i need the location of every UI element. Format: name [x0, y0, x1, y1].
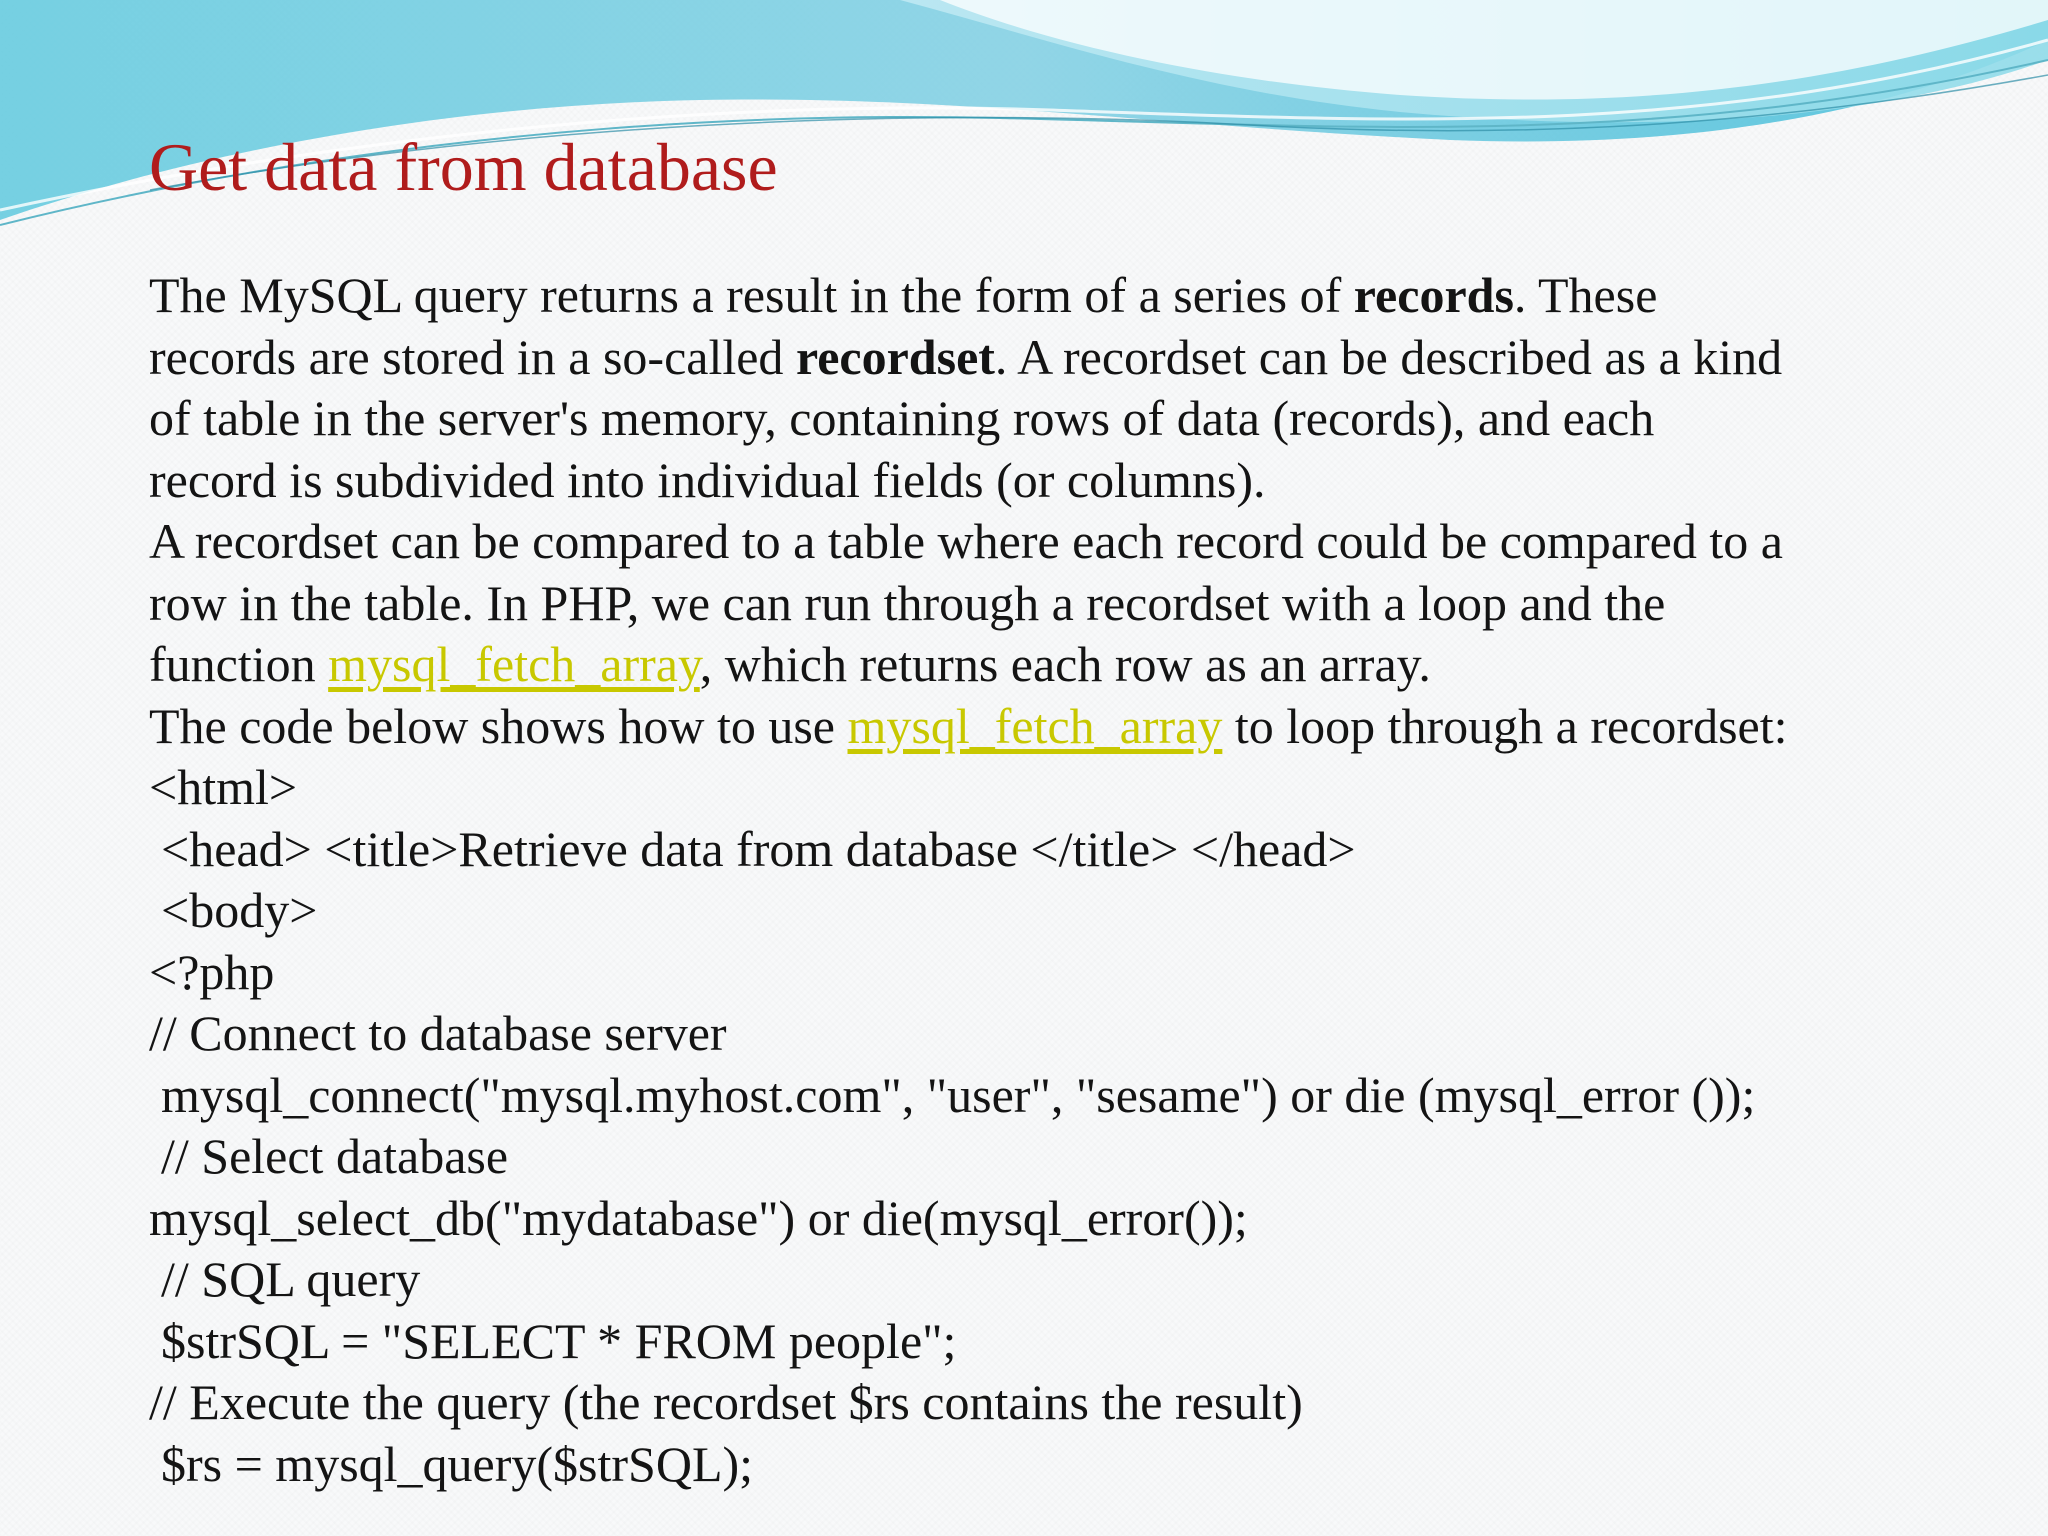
body-line [149, 696, 2029, 758]
body-line [149, 265, 2029, 327]
code-line: // SQL query [161, 1251, 421, 1307]
text-segment: The code below shows how to use [149, 697, 848, 754]
body-line: of table in the server's memory, containing rows of data (records), and each [149, 390, 1655, 446]
code-line: <?php [149, 943, 275, 1000]
code-line: <body> [161, 882, 318, 938]
body-line: row in the table. In PHP, we can run through a recordset with a loop and the [149, 574, 1666, 631]
text-segment: to loop through a recordset: [1222, 697, 1788, 754]
code-line: mysql_select_db("mydatabase") or die(mysql_error()); [149, 1189, 1248, 1246]
code-line: // Select database [161, 1128, 509, 1184]
code-line: <html> [149, 759, 298, 815]
slide-body [149, 265, 2029, 1495]
bold-term-records: records [1353, 267, 1514, 323]
code-line: $strSQL = "SELECT * FROM people"; [161, 1312, 957, 1369]
code-line: <head> <title>Retrieve data from database </title> </head> [161, 820, 1356, 877]
text-segment: . A recordset can be described as a kind [994, 328, 1783, 385]
bold-term-recordset: recordset [795, 328, 995, 385]
text-segment: The MySQL query returns a result in the form of a series of [149, 267, 1354, 323]
body-line [149, 327, 2029, 389]
text-segment: , which returns each row as an array. [699, 636, 1431, 692]
text-segment: records are stored in a so-called [149, 328, 796, 385]
slide-title: Get data from database [149, 129, 778, 205]
code-line: mysql_connect("mysql.myhost.com", "user", "sesame") or die (mysql_error ()); [161, 1066, 1756, 1123]
mysql-fetch-array-link[interactable]: mysql_fetch_array [328, 636, 700, 692]
body-line [149, 634, 2029, 696]
body-line: A recordset can be compared to a table where each record could be compared to a [149, 513, 1783, 569]
text-segment: . These [1513, 267, 1658, 323]
code-line: $rs = mysql_query($strSQL); [161, 1435, 754, 1492]
code-line: // Connect to database server [149, 1005, 727, 1061]
body-line: record is subdivided into individual fields (or columns). [149, 451, 1266, 508]
text-segment: function [149, 636, 329, 692]
code-line: // Execute the query (the recordset $rs contains the result) [149, 1374, 1303, 1430]
mysql-fetch-array-link[interactable]: mysql_fetch_array [847, 697, 1223, 754]
